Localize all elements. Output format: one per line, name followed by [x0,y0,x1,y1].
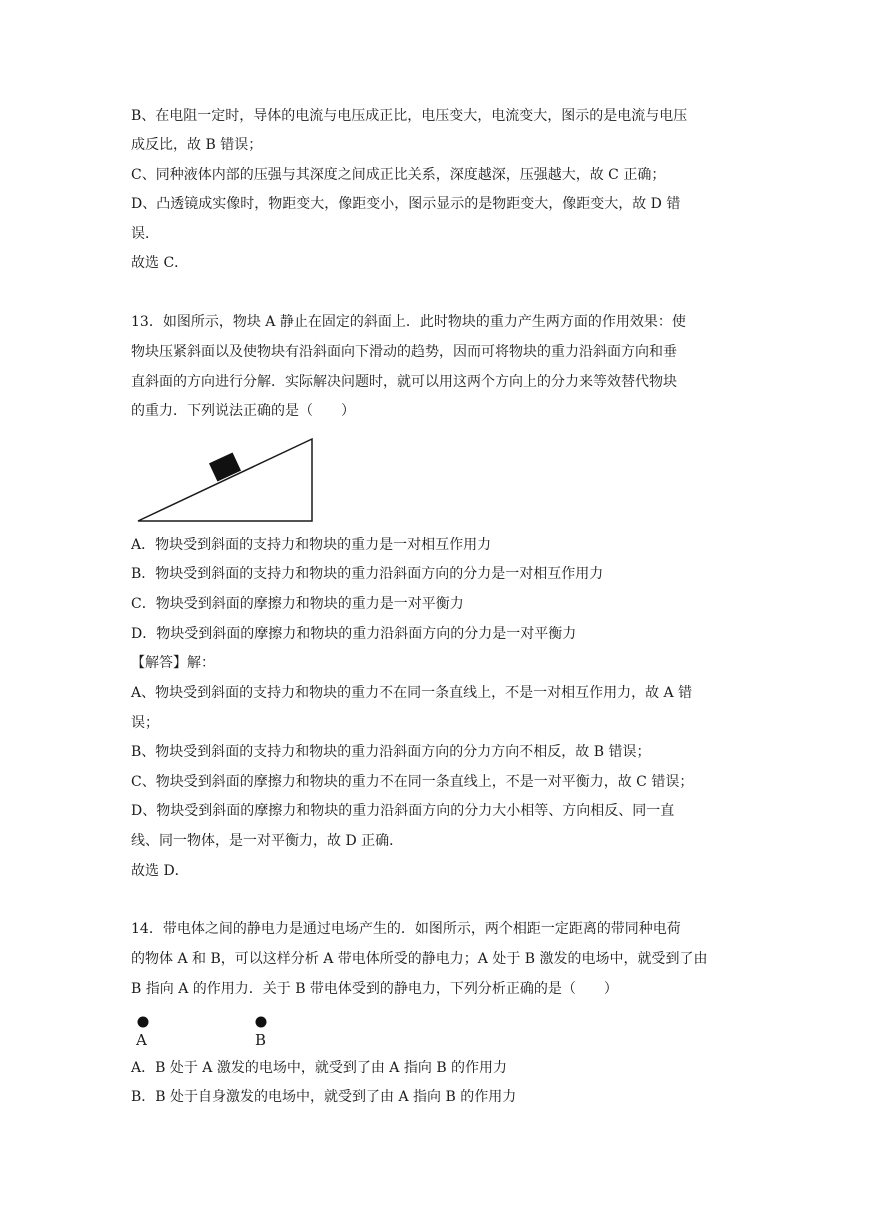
answer-line: 故选 D． [131,863,189,879]
answer-line: A、物块受到斜面的支持力和物块的重力不在同一条直线上，不是一对相互作用力，故 A 错 [131,685,693,701]
question-stem-line: 13．如图所示，物块 A 静止在固定的斜面上．此时物块的重力产生两方面的作用效果：使 [131,314,686,330]
incline-figure [130,435,320,527]
option-c: C．物块受到斜面的摩擦力和物块的重力是一对平衡力 [131,596,464,612]
option-b: B．B 处于自身激发的电场中，就受到了由 A 指向 B 的作用力 [131,1089,517,1105]
text-line: B、在电阻一定时，导体的电流与电压成正比，电压变大，电流变大，图示的是电流与电压 [131,108,688,124]
question-stem-line: B 指向 A 的作用力．关于 B 带电体受到的静电力，下列分析正确的是（ ） [131,981,618,997]
question-stem-line: 的重力．下列说法正确的是（ ） [131,403,355,419]
option-a: A．B 处于 A 激发的电场中，就受到了由 A 指向 B 的作用力 [131,1060,508,1076]
text-line: D、凸透镜成实像时，物距变大，像距变小，图示显示的是物距变大，像距变大，故 D 错 [131,196,681,212]
text-line: 成反比，故 B 错误； [131,137,263,153]
charge-a-dot [136,1015,150,1029]
charge-b-dot [254,1015,268,1029]
question-stem-line: 的物体 A 和 B，可以这样分析 A 带电体所受的静电力；A 处于 B 激发的电场中，就受到了由 [131,951,708,967]
block-shape [209,452,241,481]
answer-line: B、物块受到斜面的支持力和物块的重力沿斜面方向的分力方向不相反，故 B 错误； [131,744,651,760]
question-stem-line: 直斜面的方向进行分解．实际解决问题时，就可以用这两个方向上的分力来等效替代物块 [131,374,677,390]
option-d: D．物块受到斜面的摩擦力和物块的重力沿斜面方向的分力是一对平衡力 [131,626,577,642]
question-stem-line: 物块压紧斜面以及使物块有沿斜面向下滑动的趋势，因而可将物块的重力沿斜面方向和垂 [131,344,677,360]
text-line: 故选 C． [131,255,189,271]
option-b: B．物块受到斜面的支持力和物块的重力沿斜面方向的分力是一对相互作用力 [131,566,604,582]
answer-heading: 【解答】解： [131,655,215,671]
answer-line: 线、同一物体，是一对平衡力，故 D 正确． [131,833,404,849]
answer-line: 误； [131,715,159,731]
text-line: C、同种液体内部的压强与其深度之间成正比关系，深度越深，压强越大，故 C 正确； [131,167,666,183]
answer-line: C、物块受到斜面的摩擦力和物块的重力不在同一条直线上，不是一对平衡力，故 C 错误； [131,774,694,790]
answer-line: D、物块受到斜面的摩擦力和物块的重力沿斜面方向的分力大小相等、方向相反、同一直 [131,803,675,819]
option-a: A．物块受到斜面的支持力和物块的重力是一对相互作用力 [131,537,492,553]
charge-a-label: A [136,1031,147,1049]
charge-b-label: B [255,1031,267,1049]
text-line: 误． [131,226,159,242]
incline-triangle [138,439,312,521]
question-stem-line: 14．带电体之间的静电力是通过电场产生的．如图所示，两个相距一定距离的带同种电荷 [131,921,681,937]
